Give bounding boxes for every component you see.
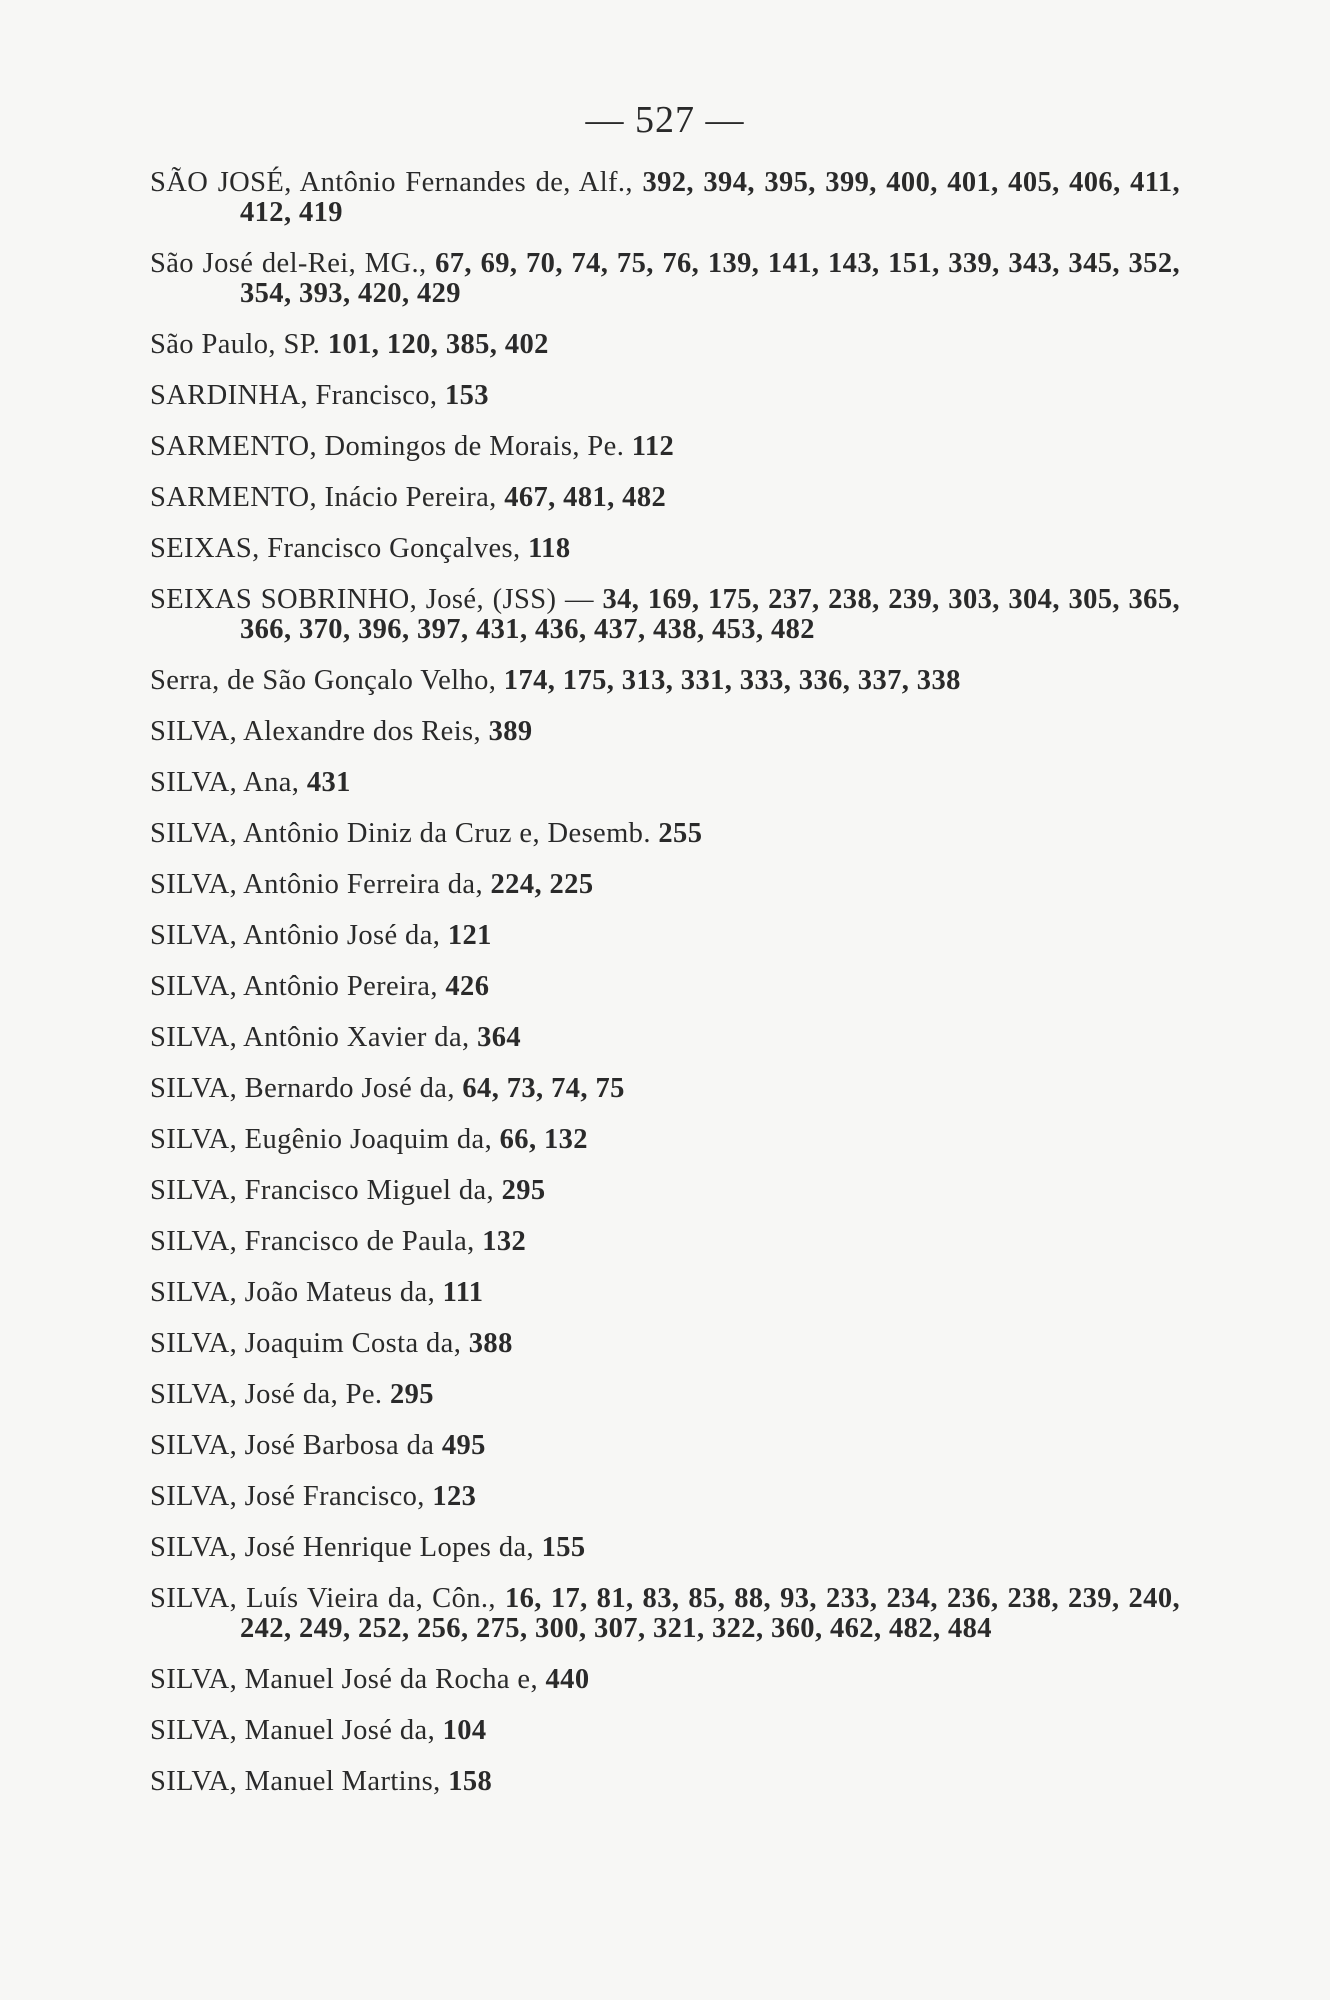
entry-name: Serra, de São Gonçalo Velho, — [150, 665, 497, 696]
index-entry — [150, 249, 1180, 309]
entry-pages: 34, 169, 175, 237, 238, 239, 303, 304, 305, 365, 366, 370, 396, 397, 431, 436, 437, 438, 453, 482 — [240, 584, 1181, 645]
entry-name: SILVA, Ana, — [150, 767, 300, 798]
entry-name: SILVA, José da, Pe. — [150, 1379, 383, 1410]
index-entry — [150, 483, 1180, 513]
page-number: — 527 — — [585, 99, 745, 141]
entry-pages: 112 — [631, 431, 675, 462]
entry-pages: 16, 17, 81, 83, 85, 88, 93, 233, 234, 236, 238, 239, 240, 242, 249, 252, 256, 275, 300, 307, 321, 322, 360, 462, 482, 484 — [240, 1583, 1180, 1644]
entry-pages: 295 — [501, 1175, 546, 1206]
entry-name: SILVA, Manuel Martins, — [150, 1766, 441, 1797]
index-entry — [150, 1380, 1180, 1410]
entry-name: SILVA, Luís Vieira da, Côn., — [150, 1583, 496, 1614]
entry-name: SILVA, Eugênio Joaquim da, — [150, 1124, 493, 1155]
entry-name: SILVA, Alexandre dos Reis, — [150, 716, 482, 747]
entry-name: SILVA, João Mateus da, — [150, 1277, 436, 1308]
index-entry — [150, 1665, 1180, 1695]
entry-name: SEIXAS, Francisco Gonçalves, — [150, 533, 521, 564]
entry-name: SILVA, José Barbosa da — [150, 1430, 435, 1461]
index-entry — [150, 1533, 1180, 1563]
entry-name: SARMENTO, Inácio Pereira, — [150, 482, 497, 513]
entry-name: SILVA, Antônio Pereira, — [150, 971, 438, 1002]
index-entry — [150, 1023, 1180, 1053]
entry-pages: 495 — [441, 1430, 486, 1461]
entry-name: SILVA, Antônio Ferreira da, — [150, 869, 483, 900]
index-entry — [150, 1227, 1180, 1257]
entry-pages: 123 — [432, 1481, 477, 1512]
entry-name: SEIXAS SOBRINHO, José, (JSS) — — [150, 584, 594, 615]
entry-name: SILVA, Bernardo José da, — [150, 1073, 455, 1104]
entry-pages: 224, 225 — [490, 869, 594, 900]
entry-name: SILVA, Antônio Xavier da, — [150, 1022, 470, 1053]
entry-pages: 64, 73, 74, 75 — [462, 1073, 625, 1104]
index-entry — [150, 870, 1180, 900]
index-entry — [150, 1278, 1180, 1308]
entry-pages: 467, 481, 482 — [504, 482, 667, 513]
index-entry — [150, 768, 1180, 798]
index-entry — [150, 819, 1180, 849]
entry-pages: 153 — [444, 380, 489, 411]
index-entry — [150, 432, 1180, 462]
index-entry — [150, 921, 1180, 951]
entry-name: SILVA, José Henrique Lopes da, — [150, 1532, 535, 1563]
index-entry — [150, 1584, 1180, 1644]
index-entry — [150, 1482, 1180, 1512]
entry-pages: 132 — [482, 1226, 527, 1257]
index-entry — [150, 1431, 1180, 1461]
entry-name: SILVA, Manuel José da, — [150, 1715, 436, 1746]
entry-name: SÃO JOSÉ, Antônio Fernandes de, Alf., — [150, 167, 633, 198]
entry-pages: 388 — [468, 1328, 513, 1359]
entry-pages: 101, 120, 385, 402 — [327, 329, 549, 360]
entry-name: SILVA, José Francisco, — [150, 1481, 425, 1512]
entry-pages: 121 — [447, 920, 492, 951]
entry-pages: 174, 175, 313, 331, 333, 336, 337, 338 — [503, 665, 961, 696]
entry-pages: 118 — [528, 533, 571, 564]
entry-name: SILVA, Antônio José da, — [150, 920, 441, 951]
index-entry — [150, 1767, 1180, 1797]
entry-name: SILVA, Francisco de Paula, — [150, 1226, 475, 1257]
entry-name: São Paulo, SP. — [150, 329, 321, 360]
entry-name: SILVA, Francisco Miguel da, — [150, 1175, 495, 1206]
entry-pages: 104 — [442, 1715, 487, 1746]
index-entry — [150, 381, 1180, 411]
index-entry — [150, 666, 1180, 696]
entry-pages: 426 — [445, 971, 490, 1002]
entry-name: SARDINHA, Francisco, — [150, 380, 438, 411]
entry-name: SILVA, Manuel José da Rocha e, — [150, 1664, 538, 1695]
entry-pages: 67, 69, 70, 74, 75, 76, 139, 141, 143, 151, 339, 343, 345, 352, 354, 393, 420, 429 — [240, 248, 1180, 309]
entry-pages: 155 — [541, 1532, 586, 1563]
index-entry — [150, 1716, 1180, 1746]
entry-pages: 255 — [658, 818, 703, 849]
index-entry — [150, 1329, 1180, 1359]
entry-name: SARMENTO, Domingos de Morais, Pe. — [150, 431, 625, 462]
entry-name: São José del-Rei, MG., — [150, 248, 427, 279]
entry-pages: 440 — [545, 1664, 590, 1695]
index-entry — [150, 1074, 1180, 1104]
entry-name: SILVA, Antônio Diniz da Cruz e, Desemb. — [150, 818, 651, 849]
entry-pages: 111 — [442, 1277, 484, 1308]
index-entry — [150, 717, 1180, 747]
index-entry — [150, 330, 1180, 360]
entry-pages: 389 — [488, 716, 533, 747]
entry-pages: 295 — [390, 1379, 434, 1410]
index-entry — [150, 168, 1180, 228]
entry-name: SILVA, Joaquim Costa da, — [150, 1328, 462, 1359]
index-entry — [150, 1125, 1180, 1155]
entry-pages: 392, 394, 395, 399, 400, 401, 405, 406, 411, 412, 419 — [240, 167, 1180, 228]
index-entry — [150, 1176, 1180, 1206]
entry-pages: 66, 132 — [499, 1124, 588, 1155]
entry-pages: 431 — [306, 767, 351, 798]
index-entry — [150, 534, 1180, 564]
entry-pages: 158 — [448, 1766, 493, 1797]
index-list — [150, 168, 1180, 1797]
entry-pages: 364 — [477, 1022, 522, 1053]
index-entry — [150, 972, 1180, 1002]
index-entry — [150, 585, 1180, 645]
